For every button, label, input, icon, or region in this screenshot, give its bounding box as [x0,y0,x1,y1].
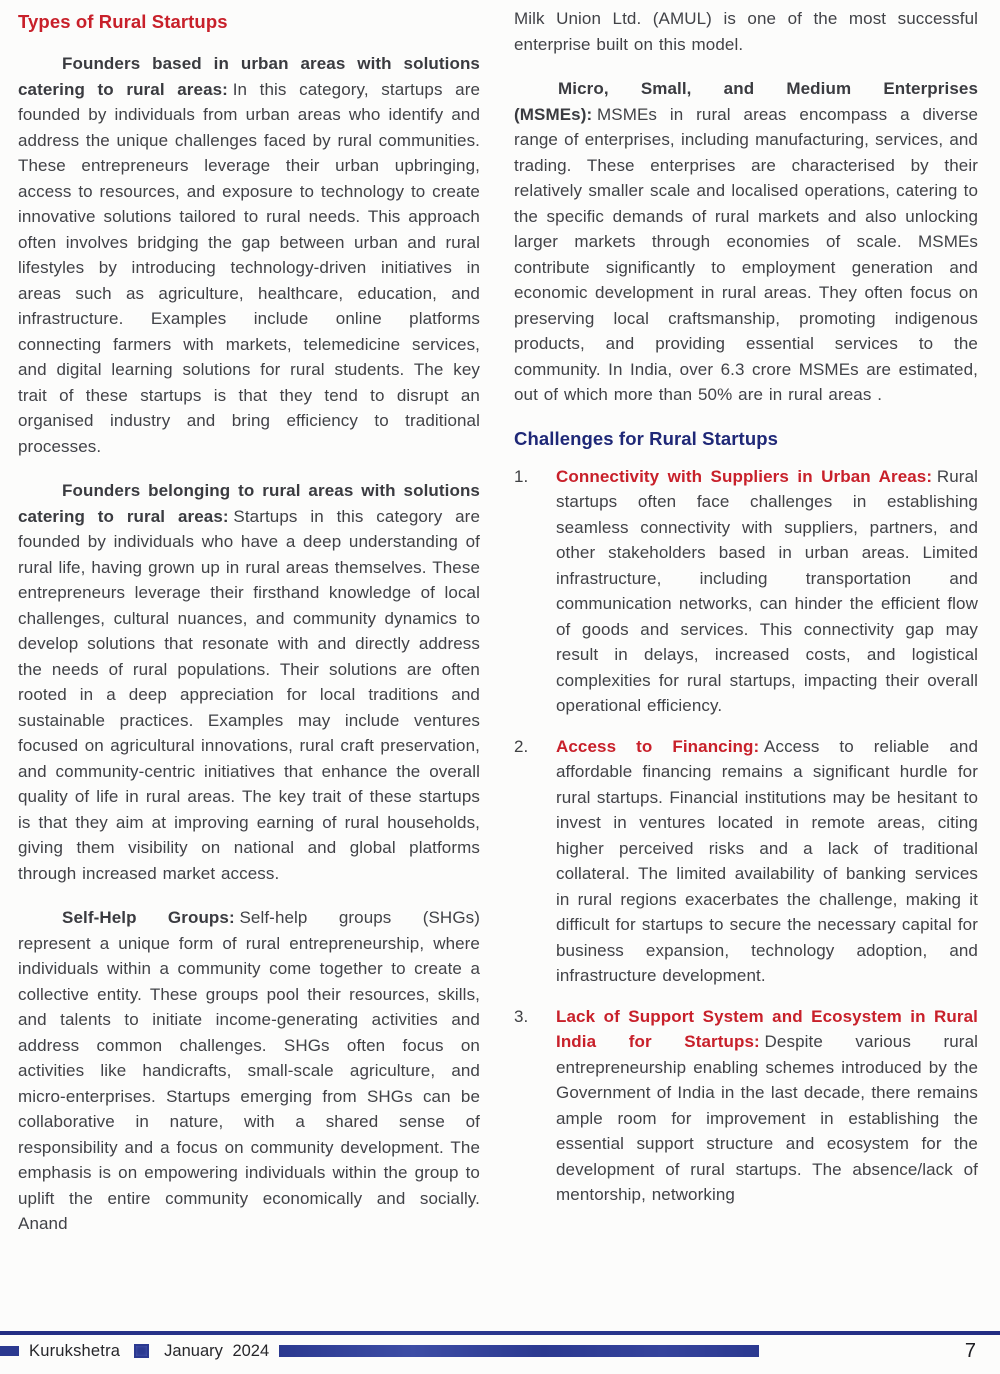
footer-divider-bar [279,1345,759,1357]
challenge-item-support-system-lead: Lack of Support System and Ecosystem in Rural India for Startups: [556,1006,978,1051]
challenge-item-number: 1. [514,466,529,486]
challenge-item-support-system-body: Despite various rural entrepreneurship enabling schemes introduced by the Government of India in the last decade, there remains ample room for improvement in establishing the essential support structure and ecosystem for the development of rural startups. The absence/lack of mentorship, networking [556,1032,979,1204]
paragraph-rural-founders-body: Startups in this category are founded by individuals who have a deep understanding of rural life, having grown up in rural areas themselves. These entrepreneurs leverage their firsthand knowledge of local challenges, cultural nuances, and community dynamics to develop solutions that resonate with and directly address the needs of rural populations. Their solutions are often rooted in a deep appreciation for local traditions and sustainable practices. Examples may include ventures focused on agricultural innovations, rural craft preservation, and community-centric initiatives that enhance the overall quality of life in rural areas. The key trait of these startups is that they aim at improving earning of rural households, giving them visibility on national and global platforms through increased market access. [18,506,480,883]
challenge-item-connectivity-body: Rural startups often face challenges in establishing seamless connectivity with suppliers, partners, and other stakeholders based in urban areas. Limited infrastructure, including transportation and communication networks, can hinder the efficient flow of goods and services. This connectivity gap may result in delays, increased costs, and logistical complexities for rural startups, impacting their overall operational efficiency. [556,466,978,715]
challenge-item-financing-body: Access to reliable and affordable financing remains a significant hurdle for rural startups. Financial institutions may be hesitant to invest in ventures located in remote areas, citing higher perceived risks and a lack of traditional collateral. The limited availability of banking services in rural regions exacerbates the challenge, making it difficult for startups to secure the necessary capital for business expansion, technology adoption, and infrastructure development. [556,736,978,985]
challenge-item-text [556,1004,978,1208]
paragraph-self-help-groups-lead: Self-Help Groups: [62,908,235,927]
challenge-item-connectivity [514,464,978,719]
challenge-item-number: 3. [514,1006,529,1026]
challenge-item-connectivity-lead: Connectivity with Suppliers in Urban Areas: [556,466,933,486]
paragraph-amul-continuation: Milk Union Ltd. (AMUL) is one of the most successful enterprise built on this model. [514,9,978,54]
footer-page-number: 7 [964,1339,976,1362]
left-column [18,0,480,1237]
footer [0,1338,1000,1364]
footer-left-bar-icon [0,1346,19,1356]
paragraph-self-help-groups [18,905,480,1237]
paragraph-msme-body: MSMEs in rural areas encompass a diverse range of enterprises, including manufacturing, services, and trading. These enterprises are characterised by their relatively smaller scale and localised operations, catering to the specific demands of rural markets and also unlocking larger markets through economies of scale. MSMEs contribute significantly to employment generation and economic development in rural areas. They often focus on preserving local craftsmanship, promoting indigenous products, and providing essential services to the community. In India, over 6.3 crore MSMEs are estimated, out of which more than 50% are in rural areas . [514,104,978,404]
paragraph-rural-founders-lead: Founders belonging to rural areas with solutions catering to rural areas: [18,481,480,526]
challenge-item-text [556,734,978,989]
paragraph-msme [514,76,978,408]
section-heading-challenges: Challenges for Rural Startups [514,427,779,449]
paragraph-urban-founders-body: In this category, startups are founded by individuals from urban areas who identify and address the unique challenges faced by rural communities. These entrepreneurs leverage their urban upbringing, access to resources, and exposure to technology to create innovative solutions tailored to rural needs. This approach often involves bridging the gap between urban and rural lifestyles by introducing technology-driven initiatives in areas such as agriculture, healthcare, education, and infrastructure. Examples include online platforms connecting farmers with markets, telemedicine services, and digital learning solutions for rural students. The key trait of these startups is that they tend to disrupt an organised industry and bring efficiency to traditional processes. [18,79,481,456]
paragraph-self-help-groups-body: Self-help groups (SHGs) represent a unique form of rural entrepreneurship, where individuals within a community come together to create a collective entity. These groups pool their resources, skills, and talents to initiate income-generating activities and address common challenges. SHGs often focus on activities like handicrafts, small-scale agriculture, and micro-enterprises. Startups emerging from SHGs can be collaborative in nature, with a shared sense of responsibility and a focus on community development. The emphasis is on empowering individuals within the group to uplift the entire community economically and socially. Anand [18,908,480,1233]
challenge-item-number: 2. [514,736,529,756]
challenge-item-financing [514,734,978,989]
paragraph-rural-founders [18,478,480,886]
footer-square-icon [134,1344,149,1358]
paragraph-urban-founders [18,51,480,459]
challenge-item-support-system [514,1004,978,1208]
paragraph-msme-lead: Micro, Small, and Medium Enterprises (MSMEs): [514,79,978,124]
footer-rule [0,1331,1000,1335]
footer-issue-date: January 2024 [164,1341,270,1360]
section-heading-types-of-rural-startups: Types of Rural Startups [18,11,228,32]
paragraph-urban-founders-lead: Founders based in urban areas with solutions catering to rural areas: [18,54,480,99]
right-column [514,0,978,1208]
challenge-item-text [556,464,978,719]
challenges-list [514,464,978,1208]
footer-magazine-title: Kurukshetra [29,1341,121,1360]
challenge-item-financing-lead: Access to Financing: [556,736,760,756]
